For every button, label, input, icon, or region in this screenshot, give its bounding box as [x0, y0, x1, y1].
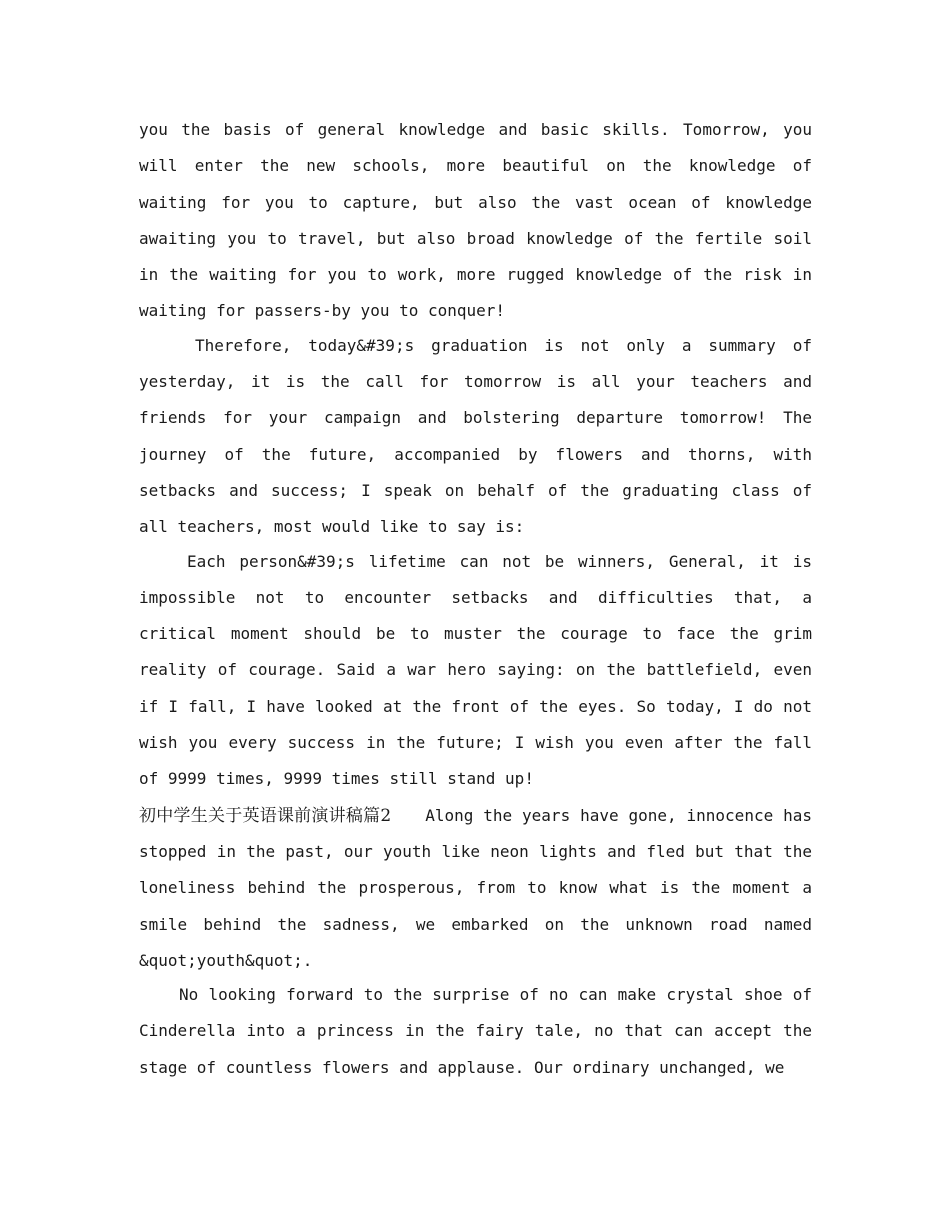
paragraph-3-text: Each person&#39;s lifetime can not be winners, General, it is impossible not to encounter setbacks and difficulties that, a critical moment should be to muster the courage to face the grim reality of courage. Said a war hero saying: on the battlefield, even if I fall, I have looked at the front of the eyes. So today, I do not wish you every success in the future; I wish you even after the fall of 9999 times, 9999 times still stand up!: [139, 551, 812, 789]
paragraph-4: [139, 798, 812, 979]
paragraph-5: [139, 977, 812, 1086]
paragraph-1-text: you the basis of general knowledge and basic skills. Tomorrow, you will enter the new schools, more beautiful on the knowledge of waiting for you to capture, but also the vast ocean of knowledge awaiting you to travel, but also broad knowledge of the fertile soil in the waiting for you to work, more rugged knowledge of the risk in waiting for passers-by you to conquer!: [139, 120, 812, 321]
paragraph-2-text: Therefore, today&#39;s graduation is not only a summary of yesterday, it is the call for tomorrow is all your teachers and friends for your campaign and bolstering departure tomorrow! The journey of the future, accompanied by flowers and thorns, with setbacks and success; I speak on behalf of the graduating class of all teachers, most would like to say is:: [139, 335, 812, 537]
paragraph-2: [139, 328, 812, 546]
paragraph-4-text: Along the years have gone, innocence has stopped in the past, our youth like neon lights and fled but that the loneliness behind the prosperous, from to know what is the moment a smile behind the sadness, we embarked on the unknown road named &quot;youth&quot;.: [139, 805, 812, 970]
section-heading: 初中学生关于英语课前演讲稿篇2: [139, 805, 392, 826]
paragraph-1: [139, 112, 812, 330]
body-text: [139, 112, 812, 1086]
paragraph-5-text: No looking forward to the surprise of no can make crystal shoe of Cinderella into a princess in the fairy tale, no that can accept the stage of countless flowers and applause. Our ordinary unchanged, we: [139, 985, 812, 1077]
paragraph-3: [139, 544, 812, 798]
